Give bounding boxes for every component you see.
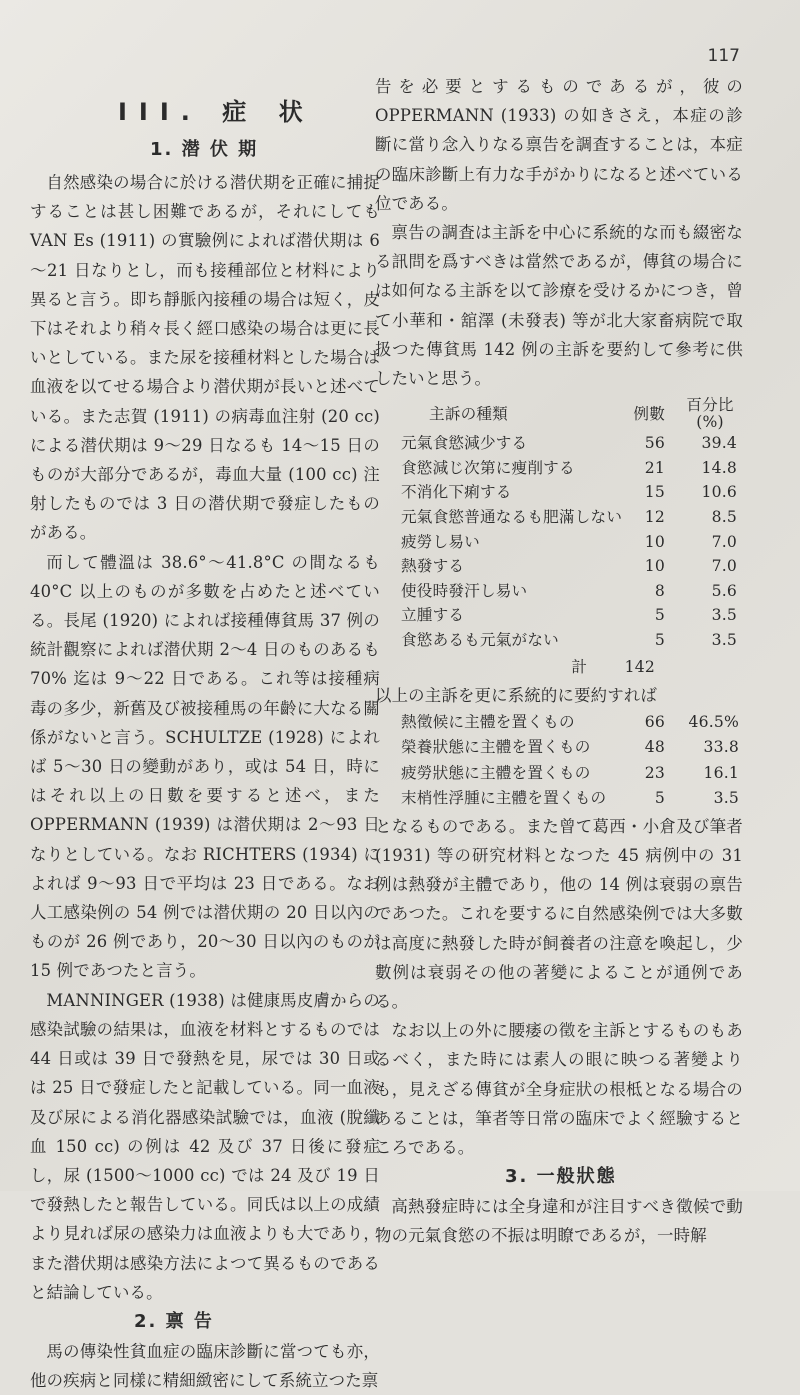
- complaint-table: [375, 397, 743, 680]
- paragraph: 而して體溫は 38.6°～41.8°C の間なるも 40°C 以上のものが多數を占めたと述べている。長尾 (1920) によれば接種傳貧馬 37 例の統計觀察によれば潜伏期 2～4 日のものあるも 70% 迄は 9～22 日である。これ等は接種病毒の多少，新舊及び被接種馬の年齡に大なる關係がないと言う。SCHULTZE (1928) によれば 5～30 日の變動があり，或は 54 日，時にはそれ以上の日數を要すると述べ，また OPPERMANN (1939) は潜伏期は 2～93 日なりとしている。なお RICHTERS (1934) によれば 9～93 日で平均は 23 日である。なお人工感染例の 54 例では潜伏期の 20 日以內のものが 26 例であり，20～30 日以內のものが 15 例であつたと言う。: [30, 552, 380, 981]
- table-row: [375, 480, 743, 505]
- row-label: 使役時發汗し易い: [401, 581, 528, 600]
- table-row: [375, 456, 743, 481]
- table-header-percent-bottom: (%): [696, 413, 724, 432]
- row-label: 立腫する: [401, 606, 465, 625]
- row-count: 12: [644, 508, 665, 527]
- row-count: 5: [654, 606, 665, 625]
- table-row: [375, 735, 743, 761]
- row-percent: 16.1: [703, 763, 739, 782]
- row-count: 48: [644, 738, 665, 757]
- row-count: 8: [654, 581, 665, 600]
- row-percent: 7.0: [711, 532, 737, 551]
- table-row: [375, 505, 743, 530]
- row-label: 元氣食慾減少する: [401, 434, 528, 453]
- row-label: 熱徵候に主體を置くもの: [401, 712, 575, 731]
- row-percent: 33.8: [703, 738, 739, 757]
- row-percent: 14.8: [701, 458, 737, 477]
- paragraph: 自然感染の場合に於ける潜伏期を正確に捕捉することは甚し困難であるが，それにしても VAN Es (1911) の實驗例によれば潜伏期は 6～21 日なりとし，而も接種部位と材料により異ると言う。即ち靜脈內接種の場合は短く，皮下はそれより稍々長く經口感染の場合は更に長いとしている。また尿を接種材料とした場合は血液を以てせる場合より潜伏期が長いと述べている。また志賀 (1911) の病毒血注射 (20 cc) による潜伏期は 9～29 日なるも 14～15 日のものが大部分であるが，毒血大量 (100 cc) 注射したものでは 3 日の潜伏期で發症したものがある。: [30, 173, 380, 543]
- row-count: 56: [644, 434, 665, 453]
- row-count: 10: [644, 557, 665, 576]
- row-percent: 10.6: [701, 483, 737, 502]
- section-title-incubation: 1. 潜 伏 期: [150, 139, 259, 160]
- row-percent: 3.5: [711, 606, 737, 625]
- row-label: 末梢性浮腫に主體を置くもの: [401, 789, 607, 808]
- row-label: 疲勞し易い: [401, 532, 480, 551]
- row-count: 66: [644, 712, 665, 731]
- table-row: [375, 431, 743, 456]
- row-label: 不消化下痢する: [401, 483, 512, 502]
- row-percent: 3.5: [711, 630, 737, 649]
- table-total-label: 計: [571, 657, 595, 676]
- table-total-value: 142: [624, 657, 655, 676]
- table-row: [375, 761, 743, 787]
- table-row: [375, 786, 743, 812]
- paragraph: 禀告の調査は主訴を中心に系統的な而も綴密なる訊問を爲すべきは當然であるが，傳貧の場合には如何なる主訴を以て診療を受けるかにつき，曾て小華和・舘澤 (未發表) 等が北大家畜病院で取扱つた傳貧馬 142 例の主訴を要約して參考に供したいと思う。: [375, 223, 743, 389]
- row-count: 5: [654, 789, 665, 808]
- row-percent: 5.6: [711, 581, 737, 600]
- row-label: 元氣食慾普通なるも肥滿しない: [401, 508, 623, 527]
- table-header-percent-top: 百分比: [686, 396, 734, 415]
- table-header-label: 主訴の種類: [429, 405, 508, 424]
- table-total-row: [375, 653, 743, 681]
- section-title-general-state: 3. 一般狀態: [505, 1166, 617, 1188]
- row-percent: 8.5: [711, 508, 737, 527]
- row-percent: 39.4: [701, 434, 737, 453]
- left-column: [30, 90, 380, 1395]
- table-header-row: [375, 397, 743, 431]
- right-column: [375, 72, 743, 1251]
- summary-intro: 以上の主訴を更に系統的に要約すれば: [375, 685, 658, 705]
- paragraph: MANNINGER (1938) は健康馬皮膚からの感染試驗の結果は，血液を材料とするものでは 44 日或は 39 日で發熱を見，尿では 30 日或は 25 日で發症したと記載している。同一血液及び尿による消化器感染試驗では，血液 (脫纖血 150 cc) の例は 42 及び 37 日後に發症し，尿 (1500～1000 cc) では 24 及び 19 日で發熱したと報告している。同氏は以上の成績より見れば尿の感染力は血液よりも大であり，また潜伏期は感染方法によつて異るものであると結論している。: [30, 990, 380, 1302]
- row-count: 5: [654, 630, 665, 649]
- paragraph: となるものである。また曾て葛西・小倉及び筆者 (1931) 等の研究材料となつた 45 病例中の 31 例は熱發が主體であり，他の 14 例は衰弱の禀告であつた。これを要するに自然感染例では大多數は高度に熱發した時が飼養者の注意を喚起し，少數例は衰弱その他の著變によることが通例である。: [375, 816, 743, 1011]
- table-row: [375, 554, 743, 579]
- table-row: [375, 603, 743, 628]
- page-number: 117: [707, 46, 740, 66]
- paragraph: 高熱發症時には全身違和が注目すべき徵候で動物の元氣食慾の不振は明瞭であるが，一時解: [375, 1197, 743, 1246]
- row-count: 15: [644, 483, 665, 502]
- row-count: 10: [644, 532, 665, 551]
- row-label: 疲勞狀態に主體を置くもの: [401, 763, 591, 782]
- summary-table: [375, 710, 743, 812]
- table-row: [375, 710, 743, 736]
- row-label: 榮養狀態に主體を置くもの: [401, 738, 591, 757]
- table-row: [375, 579, 743, 604]
- table-body: [375, 431, 743, 652]
- row-count: 21: [644, 458, 665, 477]
- row-percent: 46.5%: [688, 712, 739, 731]
- section-title-history: 2. 禀 告: [134, 1310, 214, 1332]
- table-row: [375, 530, 743, 555]
- table-row: [375, 628, 743, 653]
- row-label: 食慾あるも元氣がない: [401, 630, 559, 649]
- row-label: 食慾減じ次第に痩削する: [401, 458, 575, 477]
- table-header-count: 例數: [633, 405, 665, 424]
- row-percent: 7.0: [711, 557, 737, 576]
- paragraph: 告を必要とするものであるが，彼の OPPERMANN (1933) の如きさえ，本症の診斷に當り念入りなる禀告を調査することは，本症の臨床診斷上有力な手がかりになると述べている位である。: [375, 77, 743, 213]
- paragraph: 馬の傳染性貧血症の臨床診斷に當つても亦，他の疾病と同樣に精細緻密にして系統立つた禀: [30, 1341, 380, 1391]
- row-label: 熱發する: [401, 557, 465, 576]
- table-header-percent: [665, 397, 737, 431]
- row-percent: 3.5: [713, 789, 739, 808]
- chapter-title: III. 症 状: [118, 98, 315, 126]
- row-count: 23: [644, 763, 665, 782]
- paragraph: なお以上の外に腰痿の徵を主訴とするものもあるべく，また時には素人の眼に映つる著變よりも，見えざる傳貧が全身症狀の根柢となる場合のあることは，筆者等日常の臨床でよく經驗するところである。: [375, 1021, 743, 1158]
